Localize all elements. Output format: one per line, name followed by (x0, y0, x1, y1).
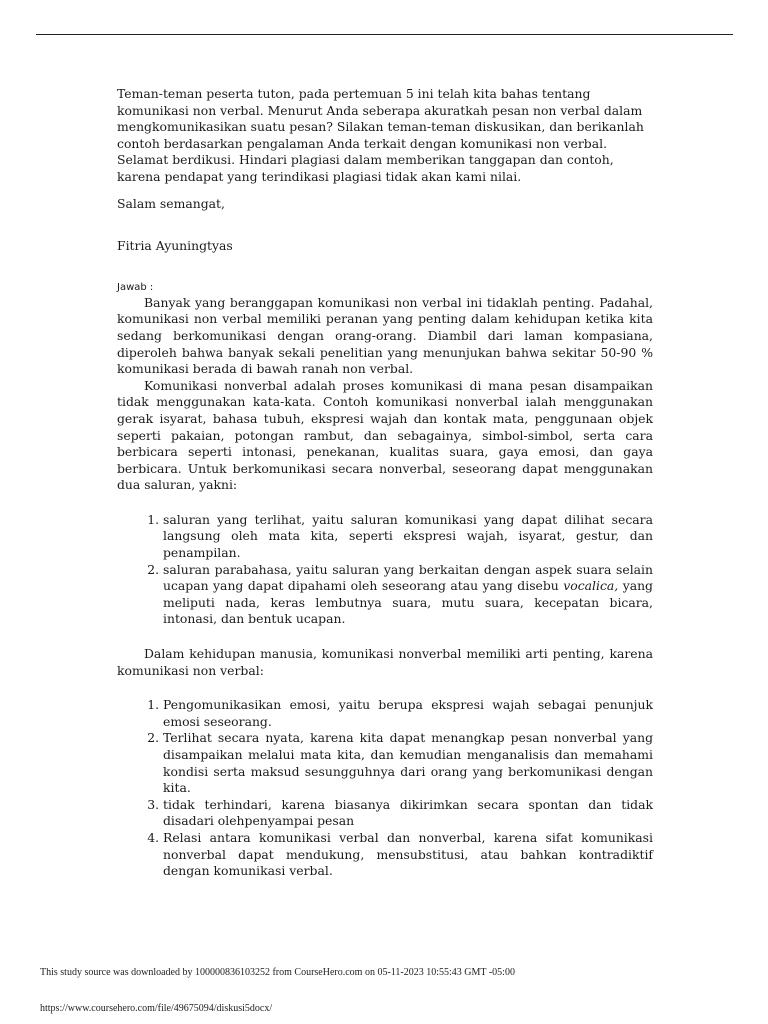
list-item-text: saluran yang terlihat, yaitu saluran komunikasi yang dapat dilihat secara langsung oleh mata kita, seperti ekspresi wajah, isyarat, gestur, dan penampilan. (163, 511, 653, 561)
document-body (117, 86, 653, 880)
top-divider (36, 34, 733, 35)
italic-term: vocalica, (563, 578, 619, 594)
answer-paragraph-2: Komunikasi nonverbal adalah proses komunikasi di mana pesan disampaikan tidak menggunakan kata-kata. Contoh komunikasi nonverbal ialah menggunakan gerak isyarat, bahasa tubuh, ekspresi wajah dan kontak mata, penggunaan objek seperti pakaian, potongan rambut, dan sebagainya, simbol-simbol, serta cara berbicara seperti intonasi, penekanan, kualitas suara, gaya emosi, dan gaya berbicara. Untuk berkomunikasi secara nonverbal, seseorang dapat menggunakan dua saluran, yakni: (117, 377, 653, 493)
list-item (163, 562, 653, 628)
channel-list (117, 512, 653, 628)
answer-label: Jawab : (117, 281, 154, 293)
intro-paragraph: Teman-teman peserta tuton, pada pertemuan 5 ini telah kita bahas tentang komunikasi non verbal. Menurut Anda seberapa akuratkah pesan non verbal dalam mengkomunikasikan suatu pesan? Silakan teman-teman diskusikan, dan berikanlah contoh berdasarkan pengalaman Anda terkait dengan komunikasi non verbal. Selamat berdikusi. Hindari plagiasi dalam memberikan tanggapan dan contoh, karena pendapat yang terindikasi plagiasi tidak akan kami nilai. (117, 86, 644, 184)
greeting: Salam semangat, (117, 195, 225, 211)
list-item (163, 512, 653, 562)
source-url[interactable]: https://www.coursehero.com/file/49675094/diskusi5docx/ (40, 1003, 273, 1014)
importance-list (117, 697, 653, 880)
author-name: Fitria Ayuningtyas (117, 238, 233, 254)
answer-paragraph-1: Banyak yang beranggapan komunikasi non verbal ini tidaklah penting. Padahal, komunikasi non verbal memiliki peranan yang penting dalam kehidupan ketika kita sedang berkomunikasi dengan orang-orang. Diambil dari laman kompasiana, diperoleh bahwa banyak sekali penelitian yang menunjukan bahwa sekitar 50-90 % komunikasi berada di bawah ranah non verbal. (117, 294, 653, 377)
answer-paragraph-3: Dalam kehidupan manusia, komunikasi nonverbal memiliki arti penting, karena komunikasi non verbal: (117, 646, 653, 678)
download-notice: This study source was downloaded by 100000836103252 from CourseHero.com on 05-11-2023 10:55:43 GMT -05:00 (40, 967, 515, 978)
list-item: 3. tidak terhindari, karena biasanya dikirimkan secara spontan dan tidak disadari olehpenyampai pesan (163, 797, 653, 830)
list-item-text: saluran parabahasa, yaitu saluran yang berkaitan dengan aspek suara selain ucapan yang dapat dipahami oleh seseorang atau yang disebu (163, 561, 653, 594)
list-item-text: yang meliputi nada, keras lembutnya suara, mutu suara, kecepatan bicara, intonasi, dan bentuk ucapan. (163, 578, 653, 627)
list-item: 4. Relasi antara komunikasi verbal dan nonverbal, karena sifat komunikasi nonverbal dapat mendukung, mensubstitusi, atau bahkan kontradiktif dengan komunikasi verbal. (163, 830, 653, 880)
list-item: 1. Pengomunikasikan emosi, yaitu berupa ekspresi wajah sebagai penunjuk emosi seseorang. (163, 697, 653, 730)
list-item: 2. Terlihat secara nyata, karena kita dapat menangkap pesan nonverbal yang disampaikan melalui mata kita, dan kemudian menganalisis dan memahami kondisi serta maksud sesungguhnya dari orang yang berkomunikasi dengan kita. (163, 730, 653, 796)
